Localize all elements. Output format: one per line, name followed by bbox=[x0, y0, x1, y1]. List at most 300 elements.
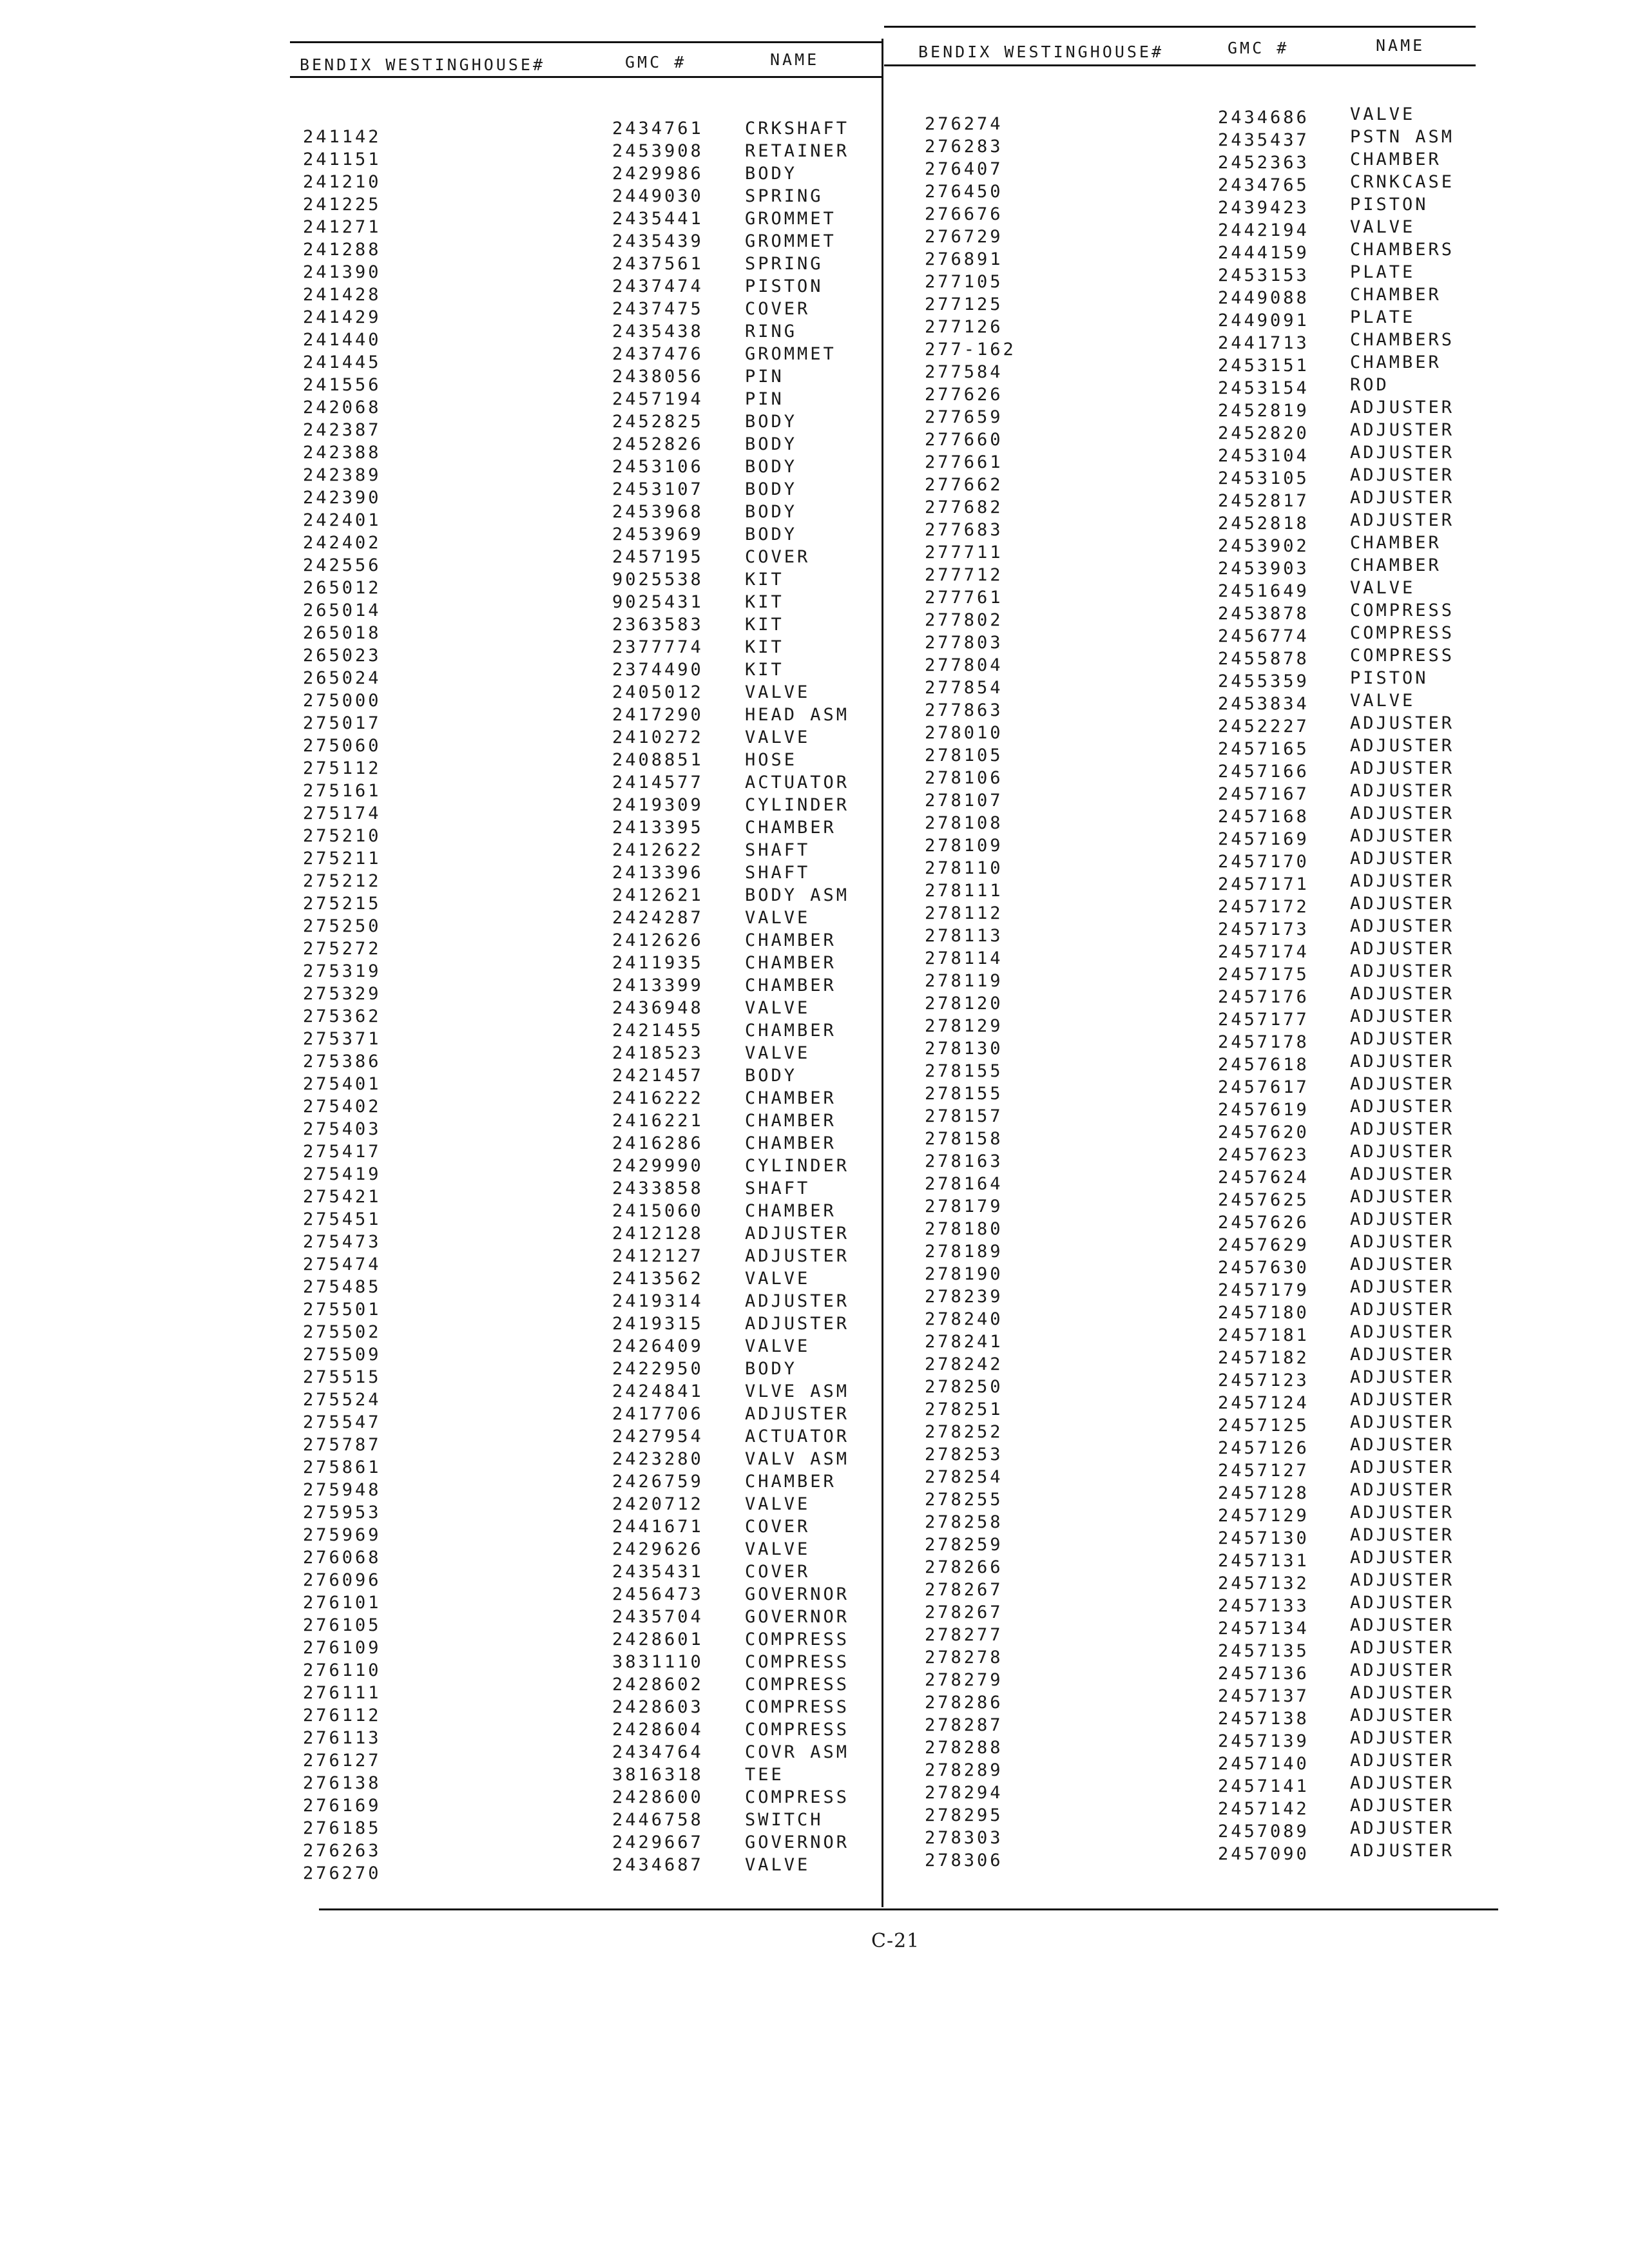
bendix-part-number: 275161 bbox=[303, 781, 381, 801]
bendix-part-number: 275212 bbox=[303, 871, 381, 891]
bendix-part-number: 275451 bbox=[303, 1209, 381, 1229]
gmc-part-number: 2435437 bbox=[1218, 130, 1309, 150]
part-name: CHAMBER bbox=[745, 930, 836, 950]
gmc-part-number: 2457136 bbox=[1218, 1664, 1309, 1684]
part-name: HOSE bbox=[745, 750, 798, 770]
bendix-part-number: 242401 bbox=[303, 510, 381, 530]
part-name: SHAFT bbox=[745, 840, 811, 860]
bendix-part-number: 275515 bbox=[303, 1367, 381, 1387]
part-name: VALVE bbox=[745, 998, 811, 1018]
bendix-part-number: 278179 bbox=[925, 1196, 1003, 1216]
gmc-part-number: 2457139 bbox=[1218, 1731, 1309, 1751]
gmc-part-number: 2419315 bbox=[612, 1314, 704, 1334]
part-name: ADJUSTER bbox=[1350, 510, 1455, 530]
part-name: PLATE bbox=[1350, 262, 1416, 282]
gmc-part-number: 2457166 bbox=[1218, 762, 1309, 782]
bendix-part-number: 278107 bbox=[925, 791, 1003, 811]
gmc-part-number: 2457195 bbox=[612, 547, 704, 567]
gmc-part-number: 2457619 bbox=[1218, 1100, 1309, 1120]
part-name: ADJUSTER bbox=[1350, 1796, 1455, 1816]
part-name: ADJUSTER bbox=[1350, 849, 1455, 869]
bendix-part-number: 275402 bbox=[303, 1097, 381, 1117]
bendix-part-number: 241271 bbox=[303, 217, 381, 237]
gmc-part-number: 2457180 bbox=[1218, 1303, 1309, 1323]
bendix-part-number: 275419 bbox=[303, 1164, 381, 1184]
gmc-part-number: 2444159 bbox=[1218, 243, 1309, 263]
bendix-part-number: 275485 bbox=[303, 1277, 381, 1297]
bendix-part-number: 265018 bbox=[303, 623, 381, 643]
part-name: ADJUSTER bbox=[1350, 1074, 1455, 1094]
bendix-part-number: 277659 bbox=[925, 407, 1003, 427]
part-name: ROD bbox=[1350, 375, 1389, 395]
gmc-part-number: 2457177 bbox=[1218, 1010, 1309, 1030]
bendix-part-number: 275362 bbox=[303, 1006, 381, 1026]
gmc-part-number: 2457141 bbox=[1218, 1776, 1309, 1796]
part-name: GROMMET bbox=[745, 344, 836, 364]
left-header-name: NAME bbox=[770, 50, 820, 69]
gmc-part-number: 2437561 bbox=[612, 254, 704, 274]
bendix-part-number: 276676 bbox=[925, 204, 1003, 224]
gmc-part-number: 2457165 bbox=[1218, 739, 1309, 759]
bendix-part-number: 242390 bbox=[303, 488, 381, 508]
part-name: CHAMBER bbox=[745, 1133, 836, 1153]
gmc-part-number: 2452826 bbox=[612, 434, 704, 454]
gmc-part-number: 2457172 bbox=[1218, 897, 1309, 917]
bendix-part-number: 277662 bbox=[925, 475, 1003, 495]
bendix-part-number: 278129 bbox=[925, 1016, 1003, 1036]
part-name: VALVE bbox=[745, 727, 811, 747]
bendix-part-number: 275112 bbox=[303, 758, 381, 778]
gmc-part-number: 2420712 bbox=[612, 1494, 704, 1514]
gmc-part-number: 2418523 bbox=[612, 1043, 704, 1063]
part-name: VALV ASM bbox=[745, 1449, 850, 1469]
part-name: ADJUSTER bbox=[1350, 1818, 1455, 1838]
gmc-part-number: 2453151 bbox=[1218, 356, 1309, 376]
bendix-part-number: 275948 bbox=[303, 1480, 381, 1500]
part-name: TEE bbox=[745, 1765, 784, 1785]
part-name: ADJUSTER bbox=[1350, 1683, 1455, 1703]
gmc-part-number: 2435438 bbox=[612, 322, 704, 341]
part-name: CHAMBERS bbox=[1350, 240, 1455, 260]
gmc-part-number: 2413399 bbox=[612, 975, 704, 995]
part-name: CHAMBER bbox=[745, 1201, 836, 1221]
bendix-part-number: 277802 bbox=[925, 610, 1003, 630]
bendix-part-number: 277105 bbox=[925, 272, 1003, 292]
bendix-part-number: 242387 bbox=[303, 420, 381, 440]
bendix-part-number: 276729 bbox=[925, 227, 1003, 247]
bendix-part-number: 242068 bbox=[303, 398, 381, 418]
gmc-part-number: 2457125 bbox=[1218, 1416, 1309, 1436]
part-name: BODY bbox=[745, 1066, 798, 1086]
part-name: ADJUSTER bbox=[1350, 736, 1455, 756]
part-name: VALVE bbox=[745, 1269, 811, 1289]
bendix-part-number: 277711 bbox=[925, 543, 1003, 562]
part-name: VALVE bbox=[745, 1855, 811, 1875]
part-name: BODY bbox=[745, 164, 798, 184]
gmc-part-number: 2453834 bbox=[1218, 694, 1309, 714]
part-name: BODY ASM bbox=[745, 885, 850, 905]
gmc-part-number: 2435439 bbox=[612, 231, 704, 251]
bendix-part-number: 278251 bbox=[925, 1399, 1003, 1419]
part-name: ADJUSTER bbox=[745, 1314, 850, 1334]
bendix-part-number: 277863 bbox=[925, 700, 1003, 720]
gmc-part-number: 2453969 bbox=[612, 524, 704, 544]
bendix-part-number: 265024 bbox=[303, 668, 381, 688]
gmc-part-number: 2428602 bbox=[612, 1675, 704, 1695]
part-name: COVR ASM bbox=[745, 1742, 850, 1762]
bendix-part-number: 276450 bbox=[925, 182, 1003, 202]
part-name: ADJUSTER bbox=[1350, 984, 1455, 1004]
gmc-part-number: 2457137 bbox=[1218, 1686, 1309, 1706]
part-name: ADJUSTER bbox=[1350, 1548, 1455, 1568]
bendix-part-number: 278289 bbox=[925, 1760, 1003, 1780]
part-name: ADJUSTER bbox=[1350, 916, 1455, 936]
part-name: ADJUSTER bbox=[1350, 1480, 1455, 1500]
gmc-part-number: 2457617 bbox=[1218, 1077, 1309, 1097]
part-name: PISTON bbox=[745, 276, 824, 296]
bendix-part-number: 277761 bbox=[925, 588, 1003, 608]
gmc-part-number: 2429626 bbox=[612, 1539, 704, 1559]
part-name: COMPRESS bbox=[745, 1675, 850, 1695]
part-name: ADJUSTER bbox=[1350, 488, 1455, 508]
gmc-part-number: 2453104 bbox=[1218, 446, 1309, 466]
gmc-part-number: 2457123 bbox=[1218, 1370, 1309, 1390]
gmc-part-number: 2415060 bbox=[612, 1201, 704, 1221]
part-name: ADJUSTER bbox=[1350, 1570, 1455, 1590]
bendix-part-number: 276127 bbox=[303, 1751, 381, 1771]
bendix-part-number: 241288 bbox=[303, 240, 381, 260]
gmc-part-number: 2457135 bbox=[1218, 1641, 1309, 1661]
gmc-part-number: 2437475 bbox=[612, 299, 704, 319]
right-bw-column bbox=[925, 113, 1016, 1872]
part-name: COMPRESS bbox=[745, 1787, 850, 1807]
gmc-part-number: 2457630 bbox=[1218, 1258, 1309, 1278]
bendix-part-number: 276185 bbox=[303, 1818, 381, 1838]
part-name: ADJUSTER bbox=[1350, 1119, 1455, 1139]
bendix-part-number: 241142 bbox=[303, 127, 381, 147]
table-bottom-rule bbox=[319, 1908, 1498, 1910]
bendix-part-number: 275329 bbox=[303, 984, 381, 1004]
gmc-part-number: 2453154 bbox=[1218, 378, 1309, 398]
gmc-part-number: 2442194 bbox=[1218, 220, 1309, 240]
part-name: ACTUATOR bbox=[745, 773, 850, 793]
bendix-part-number: 277-162 bbox=[925, 340, 1016, 360]
part-name: GOVERNOR bbox=[745, 1584, 850, 1604]
part-name: CHAMBER bbox=[745, 953, 836, 973]
part-name: ADJUSTER bbox=[1350, 1187, 1455, 1207]
gmc-part-number: 2405012 bbox=[612, 682, 704, 702]
gmc-part-number: 2457629 bbox=[1218, 1235, 1309, 1255]
bendix-part-number: 278155 bbox=[925, 1084, 1003, 1104]
bendix-part-number: 265023 bbox=[303, 646, 381, 666]
part-name: ADJUSTER bbox=[745, 1404, 850, 1424]
gmc-part-number: 2453878 bbox=[1218, 604, 1309, 624]
part-name: KIT bbox=[745, 660, 784, 680]
part-name: ADJUSTER bbox=[745, 1246, 850, 1266]
part-name: ADJUSTER bbox=[1350, 894, 1455, 914]
gmc-part-number: 2439423 bbox=[1218, 198, 1309, 218]
bendix-part-number: 275509 bbox=[303, 1345, 381, 1365]
part-name: ADJUSTER bbox=[1350, 713, 1455, 733]
part-name: CHAMBER bbox=[1350, 352, 1441, 372]
gmc-part-number: 2435441 bbox=[612, 209, 704, 229]
part-name: PIN bbox=[745, 367, 784, 387]
bendix-part-number: 278306 bbox=[925, 1850, 1003, 1870]
bendix-part-number: 242556 bbox=[303, 555, 381, 575]
bendix-part-number: 278295 bbox=[925, 1805, 1003, 1825]
gmc-part-number: 2453968 bbox=[612, 502, 704, 522]
part-name: ADJUSTER bbox=[1350, 826, 1455, 846]
gmc-part-number: 2453908 bbox=[612, 141, 704, 161]
gmc-part-number: 2437474 bbox=[612, 276, 704, 296]
part-name: BODY bbox=[745, 434, 798, 454]
gmc-part-number: 2411935 bbox=[612, 953, 704, 973]
part-name: ADJUSTER bbox=[1350, 1457, 1455, 1477]
gmc-part-number: 2453153 bbox=[1218, 265, 1309, 285]
column-divider bbox=[882, 39, 883, 1907]
gmc-part-number: 2429667 bbox=[612, 1832, 704, 1852]
bendix-part-number: 276283 bbox=[925, 137, 1003, 157]
gmc-part-number: 2457626 bbox=[1218, 1213, 1309, 1233]
gmc-part-number: 2452819 bbox=[1218, 401, 1309, 421]
bendix-part-number: 241556 bbox=[303, 375, 381, 395]
bendix-part-number: 276109 bbox=[303, 1638, 381, 1658]
header-top-rule-right bbox=[884, 26, 1476, 28]
bendix-part-number: 275787 bbox=[303, 1435, 381, 1455]
gmc-part-number: 2421457 bbox=[612, 1066, 704, 1086]
bendix-part-number: 277712 bbox=[925, 565, 1003, 585]
bendix-part-number: 275272 bbox=[303, 939, 381, 959]
left-header-bw: BENDIX WESTINGHOUSE# bbox=[300, 55, 546, 74]
part-name: COMPRESS bbox=[745, 1652, 850, 1672]
bendix-part-number: 275210 bbox=[303, 826, 381, 846]
part-name: ADJUSTER bbox=[1350, 1142, 1455, 1162]
bendix-part-number: 278258 bbox=[925, 1512, 1003, 1532]
bendix-part-number: 275060 bbox=[303, 736, 381, 756]
part-name: VALVE bbox=[745, 682, 811, 702]
bendix-part-number: 276113 bbox=[303, 1728, 381, 1748]
bendix-part-number: 278106 bbox=[925, 768, 1003, 788]
part-name: ADJUSTER bbox=[1350, 1367, 1455, 1387]
part-name: ADJUSTER bbox=[1350, 871, 1455, 891]
gmc-part-number: 2453107 bbox=[612, 479, 704, 499]
gmc-part-number: 2457132 bbox=[1218, 1573, 1309, 1593]
part-name: RETAINER bbox=[745, 141, 850, 161]
gmc-part-number: 2412626 bbox=[612, 930, 704, 950]
part-name: CYLINDER bbox=[745, 795, 850, 815]
bendix-part-number: 275403 bbox=[303, 1119, 381, 1139]
part-name: ADJUSTER bbox=[1350, 961, 1455, 981]
gmc-part-number: 2455878 bbox=[1218, 649, 1309, 669]
bendix-part-number: 278286 bbox=[925, 1693, 1003, 1713]
part-name: CHAMBER bbox=[1350, 555, 1441, 575]
gmc-part-number: 2449091 bbox=[1218, 311, 1309, 331]
part-name: CHAMBER bbox=[745, 1472, 836, 1492]
bendix-part-number: 278287 bbox=[925, 1715, 1003, 1735]
bendix-part-number: 275417 bbox=[303, 1142, 381, 1162]
gmc-part-number: 2374490 bbox=[612, 660, 704, 680]
part-name: SHAFT bbox=[745, 863, 811, 883]
part-name: ADJUSTER bbox=[1350, 1390, 1455, 1410]
bendix-part-number: 265012 bbox=[303, 578, 381, 598]
gmc-part-number: 2423280 bbox=[612, 1449, 704, 1469]
part-name: CHAMBER bbox=[745, 1021, 836, 1041]
gmc-part-number: 2377774 bbox=[612, 637, 704, 657]
part-name: COVER bbox=[745, 1517, 811, 1537]
bendix-part-number: 275386 bbox=[303, 1052, 381, 1072]
gmc-part-number: 2441713 bbox=[1218, 333, 1309, 353]
gmc-part-number: 2416286 bbox=[612, 1133, 704, 1153]
gmc-part-number: 9025431 bbox=[612, 592, 704, 612]
part-name: CRNKCASE bbox=[1350, 172, 1455, 192]
bendix-part-number: 275319 bbox=[303, 961, 381, 981]
gmc-part-number: 2435431 bbox=[612, 1562, 704, 1582]
bendix-part-number: 275953 bbox=[303, 1503, 381, 1523]
part-name: BODY bbox=[745, 1359, 798, 1379]
part-name: VALVE bbox=[1350, 104, 1416, 124]
part-name: CHAMBER bbox=[1350, 285, 1441, 305]
bendix-part-number: 275215 bbox=[303, 894, 381, 914]
bendix-part-number: 276110 bbox=[303, 1660, 381, 1680]
gmc-part-number: 2441671 bbox=[612, 1517, 704, 1537]
part-name: ADJUSTER bbox=[1350, 1300, 1455, 1320]
part-name: BODY bbox=[745, 524, 798, 544]
part-name: ADJUSTER bbox=[1350, 1232, 1455, 1252]
bendix-part-number: 278277 bbox=[925, 1625, 1003, 1645]
gmc-part-number: 2438056 bbox=[612, 367, 704, 387]
header-top-rule-left bbox=[290, 41, 883, 43]
gmc-part-number: 2457090 bbox=[1218, 1844, 1309, 1864]
gmc-part-number: 2412621 bbox=[612, 885, 704, 905]
part-name: ADJUSTER bbox=[1350, 1751, 1455, 1771]
bendix-part-number: 278164 bbox=[925, 1174, 1003, 1194]
bendix-part-number: 276274 bbox=[925, 114, 1003, 134]
bendix-part-number: 278252 bbox=[925, 1422, 1003, 1442]
part-name: ADJUSTER bbox=[1350, 939, 1455, 959]
gmc-part-number: 2457089 bbox=[1218, 1821, 1309, 1841]
gmc-part-number: 2453105 bbox=[1218, 468, 1309, 488]
part-name: ADJUSTER bbox=[1350, 1638, 1455, 1658]
right-header-gmc: GMC # bbox=[1228, 39, 1289, 57]
gmc-part-number: 2416221 bbox=[612, 1111, 704, 1131]
gmc-part-number: 2456774 bbox=[1218, 626, 1309, 646]
gmc-part-number: 2452825 bbox=[612, 412, 704, 432]
bendix-part-number: 275473 bbox=[303, 1232, 381, 1252]
part-name: CYLINDER bbox=[745, 1156, 850, 1176]
right-header-name: NAME bbox=[1376, 36, 1425, 55]
part-name: KIT bbox=[745, 615, 784, 635]
gmc-part-number: 2434686 bbox=[1218, 108, 1309, 128]
right-name-column bbox=[1350, 103, 1454, 1862]
bendix-part-number: 278190 bbox=[925, 1264, 1003, 1284]
gmc-part-number: 2452363 bbox=[1218, 153, 1309, 173]
part-name: ADJUSTER bbox=[1350, 420, 1455, 440]
bendix-part-number: 278288 bbox=[925, 1738, 1003, 1758]
bendix-part-number: 242388 bbox=[303, 443, 381, 463]
bendix-part-number: 276263 bbox=[303, 1841, 381, 1861]
part-name: ADJUSTER bbox=[1350, 1773, 1455, 1793]
gmc-part-number: 2451649 bbox=[1218, 581, 1309, 601]
gmc-part-number: 2434765 bbox=[1218, 175, 1309, 195]
gmc-part-number: 2457178 bbox=[1218, 1032, 1309, 1052]
part-name: ADJUSTER bbox=[1350, 1435, 1455, 1455]
gmc-part-number: 2408851 bbox=[612, 750, 704, 770]
bendix-part-number: 278255 bbox=[925, 1490, 1003, 1510]
bendix-part-number: 278111 bbox=[925, 881, 1003, 901]
gmc-part-number: 2412127 bbox=[612, 1246, 704, 1266]
bendix-part-number: 275401 bbox=[303, 1074, 381, 1094]
bendix-part-number: 278278 bbox=[925, 1648, 1003, 1667]
part-name: ADJUSTER bbox=[1350, 1254, 1455, 1274]
gmc-part-number: 2433858 bbox=[612, 1178, 704, 1198]
bendix-part-number: 278130 bbox=[925, 1039, 1003, 1059]
bendix-part-number: 278105 bbox=[925, 745, 1003, 765]
bendix-part-number: 278108 bbox=[925, 813, 1003, 833]
bendix-part-number: 278120 bbox=[925, 994, 1003, 1014]
bendix-part-number: 276891 bbox=[925, 249, 1003, 269]
bendix-part-number: 275211 bbox=[303, 849, 381, 869]
right-gmc-column bbox=[1218, 106, 1309, 1865]
bendix-part-number: 276270 bbox=[303, 1863, 381, 1883]
bendix-part-number: 277682 bbox=[925, 497, 1003, 517]
part-name: COVER bbox=[745, 1562, 811, 1582]
part-name: PISTON bbox=[1350, 668, 1429, 688]
part-name: CHAMBER bbox=[745, 975, 836, 995]
gmc-part-number: 2457169 bbox=[1218, 829, 1309, 849]
part-name: BODY bbox=[745, 457, 798, 477]
part-name: ADJUSTER bbox=[1350, 781, 1455, 801]
part-name: GROMMET bbox=[745, 209, 836, 229]
part-name: BODY bbox=[745, 479, 798, 499]
gmc-part-number: 2434687 bbox=[612, 1855, 704, 1875]
gmc-part-number: 3831110 bbox=[612, 1652, 704, 1672]
gmc-part-number: 2457134 bbox=[1218, 1619, 1309, 1639]
part-name: ADJUSTER bbox=[1350, 465, 1455, 485]
part-name: CRKSHAFT bbox=[745, 119, 850, 139]
gmc-part-number: 9025538 bbox=[612, 570, 704, 590]
gmc-part-number: 2429990 bbox=[612, 1156, 704, 1176]
bendix-part-number: 276101 bbox=[303, 1593, 381, 1613]
gmc-part-number: 2453903 bbox=[1218, 559, 1309, 579]
gmc-part-number: 2457133 bbox=[1218, 1596, 1309, 1616]
gmc-part-number: 2429986 bbox=[612, 164, 704, 184]
bendix-part-number: 241445 bbox=[303, 352, 381, 372]
gmc-part-number: 2457623 bbox=[1218, 1145, 1309, 1165]
bendix-part-number: 277125 bbox=[925, 294, 1003, 314]
gmc-part-number: 2427954 bbox=[612, 1427, 704, 1446]
gmc-part-number: 2449030 bbox=[612, 186, 704, 206]
part-name: ADJUSTER bbox=[745, 1224, 850, 1244]
part-name: CHAMBER bbox=[745, 1111, 836, 1131]
part-name: CHAMBER bbox=[1350, 149, 1441, 169]
gmc-part-number: 2419314 bbox=[612, 1291, 704, 1311]
gmc-part-number: 2424287 bbox=[612, 908, 704, 928]
gmc-part-number: 2414577 bbox=[612, 773, 704, 793]
gmc-part-number: 2456473 bbox=[612, 1584, 704, 1604]
gmc-part-number: 2413396 bbox=[612, 863, 704, 883]
part-name: COVER bbox=[745, 299, 811, 319]
gmc-part-number: 2457126 bbox=[1218, 1438, 1309, 1458]
bendix-part-number: 278163 bbox=[925, 1151, 1003, 1171]
part-name: PSTN ASM bbox=[1350, 127, 1455, 147]
bendix-part-number: 278267 bbox=[925, 1602, 1003, 1622]
part-name: PIN bbox=[745, 389, 784, 409]
gmc-part-number: 2457174 bbox=[1218, 942, 1309, 962]
bendix-part-number: 275371 bbox=[303, 1029, 381, 1049]
gmc-part-number: 2457142 bbox=[1218, 1799, 1309, 1819]
gmc-part-number: 2457624 bbox=[1218, 1168, 1309, 1187]
gmc-part-number: 2457175 bbox=[1218, 965, 1309, 985]
